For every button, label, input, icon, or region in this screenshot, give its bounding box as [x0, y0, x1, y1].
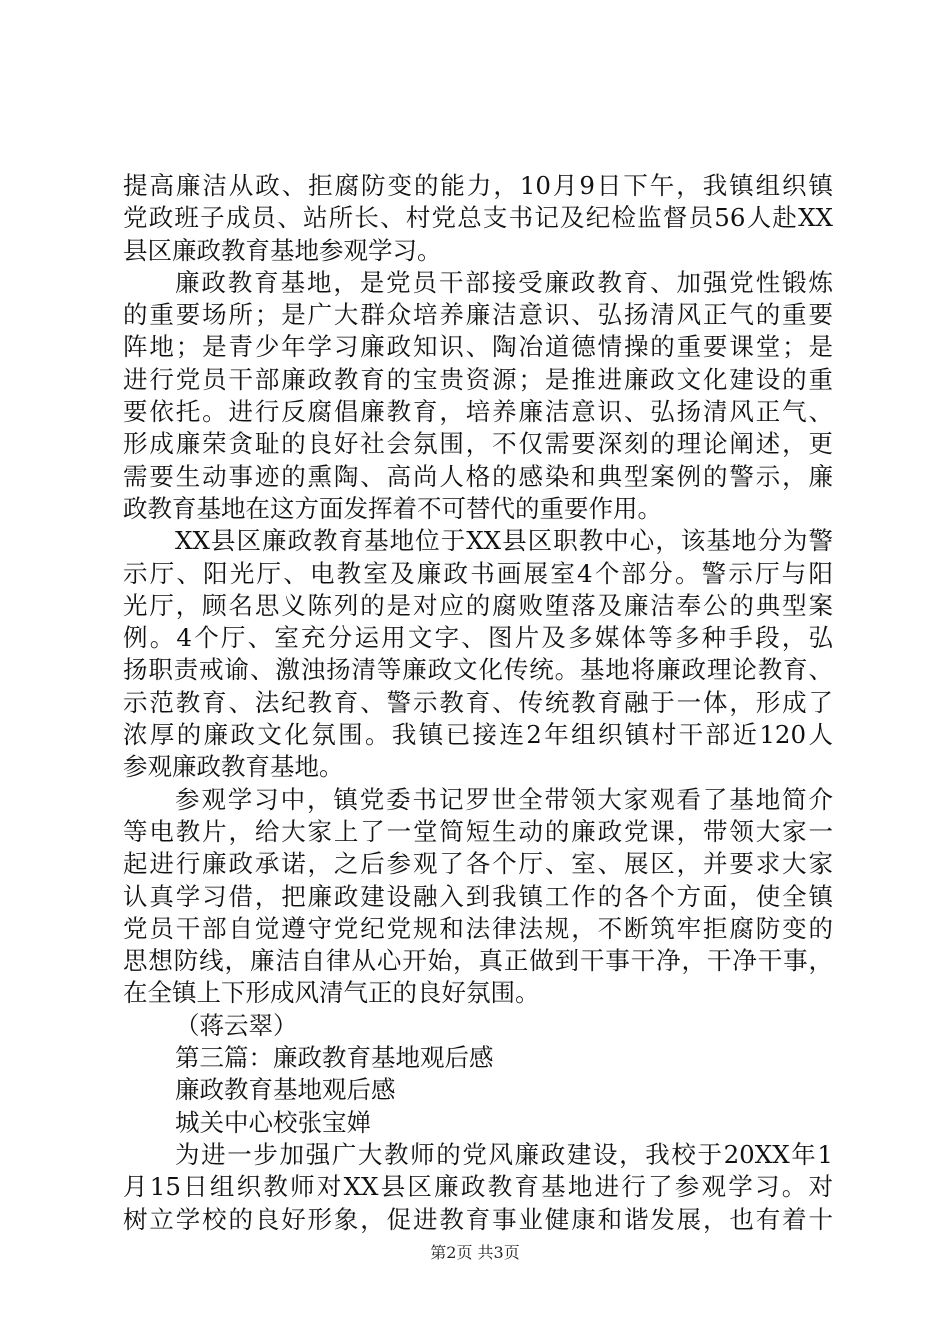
- article-title: 廉政教育基地观后感: [175, 1075, 396, 1105]
- text-line: 要依托。进行反腐倡廉教育，培养廉洁意识、弘扬清风正气、: [123, 397, 833, 427]
- text-line: 政教育基地在这方面发挥着不可替代的重要作用。: [123, 493, 662, 523]
- text-line: 例。4个厅、室充分运用文字、图片及多媒体等多种手段，弘: [123, 623, 833, 653]
- text-line: 参观学习中，镇党委书记罗世全带领大家观看了基地简介: [175, 784, 833, 814]
- text-line: 起进行廉政承诺，之后参观了各个厅、室、展区，并要求大家: [123, 849, 833, 879]
- page-number: 第2页 共3页: [430, 1243, 520, 1262]
- text-line: 扬职责戒谕、激浊扬清等廉政文化传统。基地将廉政理论教育、: [123, 655, 833, 685]
- text-line: 进行党员干部廉政教育的宝贵资源；是推进廉政文化建设的重: [123, 364, 833, 394]
- text-line: 树立学校的良好形象，促进教育事业健康和谐发展，也有着十: [123, 1204, 833, 1234]
- text-line: 思想防线，廉洁自律从心开始，真正做到干事干净，干净干事，: [123, 946, 833, 976]
- section-heading: 第三篇：廉政教育基地观后感: [175, 1043, 494, 1073]
- text-line: 廉政教育基地，是党员干部接受廉政教育、加强党性锻炼: [175, 267, 833, 297]
- article-author: 城关中心校张宝婵: [175, 1107, 371, 1137]
- text-line: 认真学习借，把廉政建设融入到我镇工作的各个方面，使全镇: [123, 881, 833, 911]
- text-line: 提高廉洁从政、拒腐防变的能力，10月9日下午，我镇组织镇: [123, 171, 833, 200]
- text-line: 形成廉荣贪耻的良好社会氛围，不仅需要深刻的理论阐述，更: [123, 429, 833, 459]
- text-line: 等电教片，给大家上了一堂简短生动的廉政党课，带领大家一: [123, 816, 833, 846]
- text-line: 浓厚的廉政文化氛围。我镇已接连2年组织镇村干部近120人: [123, 720, 833, 750]
- text-line: 的重要场所；是广大群众培养廉洁意识、弘扬清风正气的重要: [123, 300, 833, 330]
- text-line: 阵地；是青少年学习廉政知识、陶冶道德情操的重要课堂；是: [123, 332, 833, 362]
- text-line: 参观廉政教育基地。: [123, 752, 344, 782]
- text-line: 示厅、阳光厅、电教室及廉政书画展室4个部分。警示厅与阳: [123, 558, 833, 588]
- text-line: XX县区廉政教育基地位于XX县区职教中心，该基地分为警: [175, 526, 833, 556]
- text-line: 党政班子成员、站所长、村党总支书记及纪检监督员56人赴XX: [123, 203, 833, 233]
- text-line: 示范教育、法纪教育、警示教育、传统教育融于一体，形成了: [123, 687, 833, 717]
- text-line: 党员干部自觉遵守党纪党规和法律法规，不断筑牢拒腐防变的: [123, 913, 833, 943]
- text-line: 县区廉政教育基地参观学习。: [123, 235, 442, 265]
- text-line: 光厅，顾名思义陈列的是对应的腐败堕落及廉洁奉公的典型案: [123, 590, 833, 620]
- text-line: 需要生动事迹的熏陶、高尚人格的感染和典型案例的警示，廉: [123, 461, 833, 491]
- text-line: 为进一步加强广大教师的党风廉政建设，我校于20XX年1: [175, 1139, 833, 1169]
- text-line: 月15日组织教师对XX县区廉政教育基地进行了参观学习。对: [123, 1172, 833, 1202]
- author-note: （蒋云翠）: [175, 1010, 298, 1040]
- document-body: [123, 170, 833, 1236]
- text-line: 在全镇上下形成风清气正的良好氛围。: [123, 978, 540, 1008]
